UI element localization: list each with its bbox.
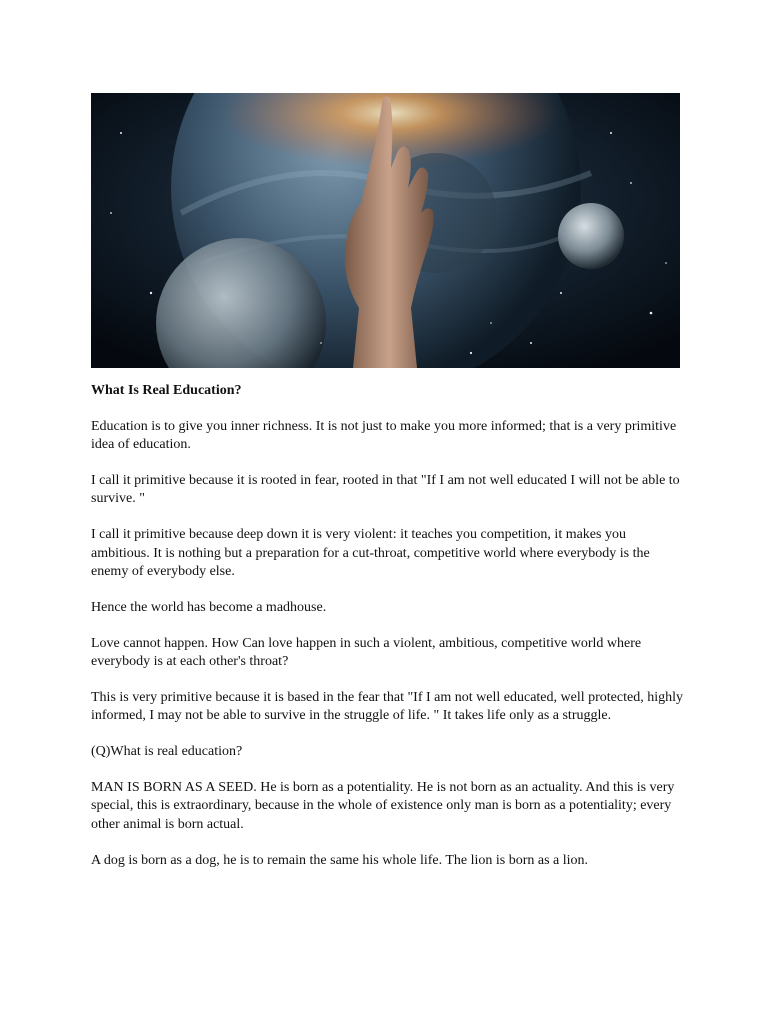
paragraph-3: I call it primitive because deep down it is very violent: it teaches you competition, it makes you ambitious. It is nothing but a preparation for a cut-throat, competitive world where everybody is the enemy of everybody else. xyxy=(91,527,650,579)
paragraph-4: Hence the world has become a madhouse. xyxy=(91,599,327,615)
hero-image xyxy=(91,93,680,368)
paragraph-1: Education is to give you inner richness. It is not just to make you more informed; that is a very primitive idea of education. xyxy=(91,419,677,453)
paragraph-6: This is very primitive because it is based in the fear that "If I am not well educated, well protected, highly informed, I may not be able to survive in the struggle of life. " It takes life only as a struggle. xyxy=(91,690,683,724)
article-body xyxy=(91,382,683,888)
hand-pointing-at-planets-image xyxy=(91,93,680,368)
article-title: What Is Real Education? xyxy=(91,383,242,398)
paragraph-8: MAN IS BORN AS A SEED. He is born as a potentiality. He is not born as an actuality. And this is very special, this is extraordinary, because in the whole of existence only man is born as a potentiality; every other animal is born actual. xyxy=(91,780,675,832)
paragraph-5: Love cannot happen. How Can love happen in such a violent, ambitious, competitive world where everybody is at each other's throat? xyxy=(91,635,642,670)
paragraph-7: (Q)What is real education? xyxy=(91,744,243,760)
paragraph-2: I call it primitive because it is rooted in fear, rooted in that "If I am not well educated I will not be able to survive. " xyxy=(91,473,680,507)
paragraph-9: A dog is born as a dog, he is to remain the same his whole life. The lion is born as a lion. xyxy=(91,852,589,868)
